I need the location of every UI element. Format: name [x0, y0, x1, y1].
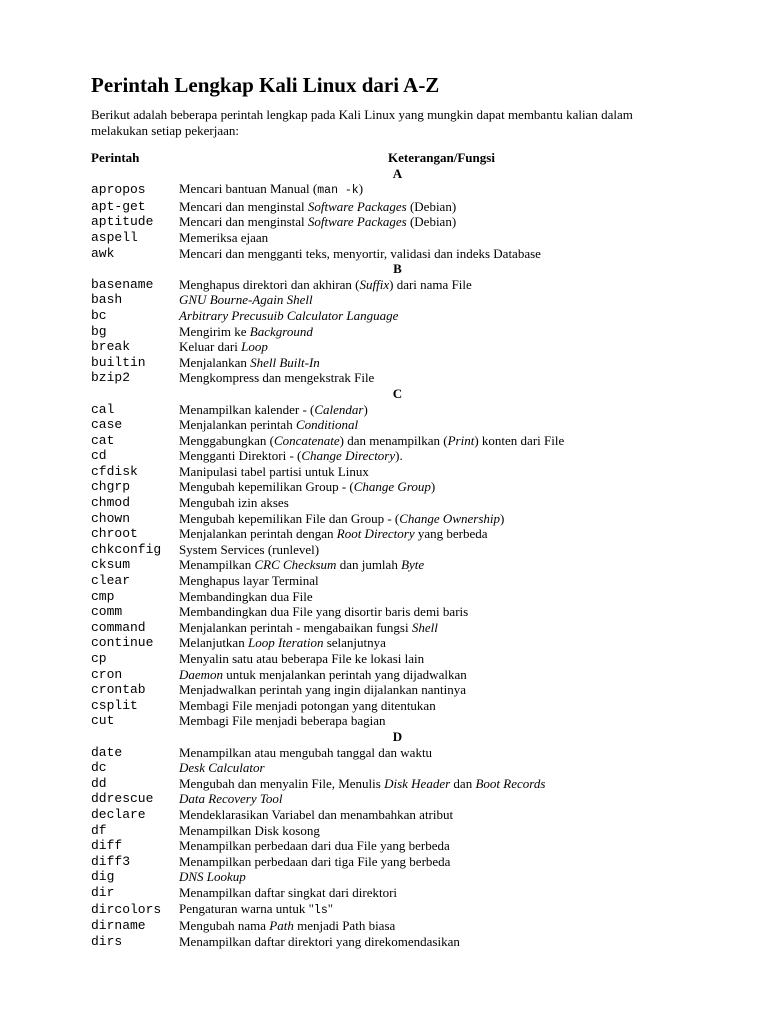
- description-text: menjadi Path biasa: [293, 918, 396, 934]
- command-description: [179, 934, 704, 950]
- table-row: [91, 495, 704, 511]
- table-row: [91, 557, 704, 573]
- description-text: Membandingkan dua File: [179, 588, 313, 604]
- description-text: Mendeklarasikan Variabel dan menambahkan atribut: [179, 806, 454, 822]
- command-description: [179, 807, 704, 823]
- command-description: [179, 277, 704, 293]
- description-text: dan jumlah: [336, 557, 402, 573]
- description-text: Mengubah kepemilikan Group - (: [179, 479, 354, 495]
- table-row: [91, 838, 704, 854]
- table-row: [91, 745, 704, 761]
- command-name: cp: [91, 651, 107, 666]
- command-name: csplit: [91, 697, 138, 713]
- description-text: Data Recovery Tool: [179, 791, 283, 807]
- table-row: [91, 417, 704, 433]
- intro-paragraph: Berikut adalah beberapa perintah lengkap pada Kali Linux yang mungkin dapat membantu kalian dalam melakukan setiap pekerjaan:: [91, 107, 633, 138]
- command-description: [179, 604, 704, 620]
- command-name: break: [91, 339, 131, 355]
- table-row: [91, 324, 704, 340]
- section-letter: D: [392, 728, 403, 744]
- command-description: [179, 495, 704, 511]
- section-letter-row: [91, 729, 704, 745]
- command-name: dircolors: [91, 901, 162, 917]
- description-text: Change Ownership: [399, 510, 500, 526]
- description-text: Membagi File menjadi beberapa bagian: [179, 713, 386, 729]
- command-name: dig: [91, 869, 115, 885]
- description-text: Mengubah kepemilikan File dan Group - (: [179, 510, 400, 526]
- command-name: dirname: [91, 918, 146, 934]
- command-name: apropos: [91, 182, 146, 198]
- description-text: Software Packages: [307, 198, 407, 214]
- description-text: Menampilkan Disk kosong: [179, 822, 320, 838]
- command-name: comm: [91, 604, 123, 620]
- description-text: Change Group: [353, 479, 431, 495]
- description-text: Pengaturan warna untuk ": [179, 900, 314, 916]
- description-text: Daemon: [179, 666, 224, 682]
- header-command: Perintah: [91, 150, 140, 165]
- table-row: [91, 589, 704, 605]
- table-row: [91, 339, 704, 355]
- table-row: [91, 604, 704, 620]
- description-text: Menjalankan perintah - mengabaikan fungsi: [179, 619, 412, 635]
- description-text: Membandingkan dua File yang disortir baris demi baris: [179, 604, 469, 620]
- command-name: cut: [91, 713, 115, 729]
- table-row: [91, 918, 704, 934]
- command-description: [179, 355, 704, 371]
- table-row: [91, 901, 704, 919]
- command-name: cron: [91, 666, 123, 682]
- command-name: diff3: [91, 853, 131, 869]
- command-name: awk: [91, 245, 115, 261]
- command-name: declare: [91, 806, 146, 822]
- description-text: Menghapus layar Terminal: [179, 573, 319, 589]
- description-text: Mencari dan menginstal: [179, 198, 308, 214]
- description-text: Menampilkan kalender - (: [179, 401, 315, 417]
- command-description: [179, 214, 704, 230]
- description-text: Menampilkan: [179, 557, 255, 573]
- command-name: cksum: [91, 557, 131, 573]
- description-text: Shell: [411, 619, 438, 635]
- description-text: Software Packages: [307, 214, 407, 230]
- description-text: ) dari nama File: [389, 276, 472, 292]
- description-text: ) dan menampilkan (: [339, 432, 448, 448]
- description-text: CRC Checksum: [254, 557, 337, 573]
- description-text: Menyalin satu atau beberapa File ke lokasi lain: [179, 651, 425, 666]
- command-description: [179, 635, 704, 651]
- description-text: DNS Lookup: [179, 869, 246, 885]
- table-row: [91, 635, 704, 651]
- description-text: Mencari dan menginstal: [179, 214, 308, 230]
- command-description: [179, 511, 704, 527]
- command-name: case: [91, 417, 123, 433]
- description-text: Menjalankan: [179, 354, 251, 370]
- command-description: [179, 776, 704, 792]
- description-text: Keluar dari: [179, 339, 242, 355]
- description-text: Mengkompress dan mengekstrak File: [179, 370, 375, 386]
- command-name: chmod: [91, 495, 131, 511]
- command-description: [179, 402, 704, 418]
- command-description: [179, 713, 704, 729]
- command-description: [179, 745, 704, 761]
- command-description: [179, 682, 704, 698]
- description-text: Change Directory: [301, 448, 396, 464]
- description-text: Arbitrary Precusuib Calculator Language: [179, 307, 399, 323]
- table-row: [91, 807, 704, 823]
- description-text: (Debian): [406, 214, 457, 230]
- description-text: Path: [269, 918, 294, 934]
- command-table: [91, 150, 704, 949]
- command-name: crontab: [91, 682, 146, 698]
- command-name: chroot: [91, 526, 138, 542]
- command-name: dirs: [91, 933, 123, 949]
- command-description: [179, 370, 704, 386]
- command-description: [179, 417, 704, 433]
- description-text: Conditional: [295, 417, 359, 433]
- description-text: selanjutnya: [323, 635, 386, 651]
- table-row: [91, 854, 704, 870]
- description-text: Desk Calculator: [179, 760, 265, 776]
- table-row: [91, 355, 704, 371]
- description-text: ) konten dari File: [474, 432, 565, 448]
- description-text: untuk menjalankan perintah yang dijadwalkan: [223, 666, 467, 682]
- command-description: [179, 620, 704, 636]
- table-row: [91, 869, 704, 885]
- description-text: yang berbeda: [414, 526, 488, 542]
- command-name: chown: [91, 510, 131, 526]
- command-description: [179, 823, 704, 839]
- table-row: [91, 791, 704, 807]
- command-name: cat: [91, 432, 115, 448]
- command-name: dd: [91, 775, 107, 791]
- description-text: ": [327, 900, 334, 916]
- table-row: [91, 698, 704, 714]
- description-text: Loop Iteration: [247, 635, 324, 651]
- description-text: Menggabungkan (: [179, 432, 274, 448]
- description-text: ls: [313, 903, 328, 917]
- command-description: [179, 230, 704, 246]
- description-text: man -k: [317, 184, 359, 198]
- command-description: [179, 339, 704, 355]
- table-row: [91, 464, 704, 480]
- description-text: Mengirim ke: [179, 323, 250, 339]
- table-header-row: [91, 150, 704, 166]
- command-description: [179, 433, 704, 449]
- command-description: [179, 542, 704, 558]
- description-text: Boot Records: [475, 775, 546, 791]
- description-text: Shell Built-In: [250, 354, 320, 370]
- table-row: [91, 199, 704, 215]
- description-text: Loop: [241, 339, 268, 355]
- command-name: chgrp: [91, 479, 131, 495]
- command-name: aspell: [91, 229, 138, 245]
- command-description: [179, 526, 704, 542]
- table-row: [91, 776, 704, 792]
- command-description: [179, 838, 704, 854]
- description-text: ): [363, 401, 368, 417]
- description-text: Mengganti Direktori - (: [179, 448, 302, 464]
- table-row: [91, 934, 704, 950]
- table-row: [91, 246, 704, 262]
- description-text: ): [499, 510, 505, 526]
- command-description: [179, 589, 704, 605]
- table-row: [91, 823, 704, 839]
- section-letter-row: [91, 386, 704, 402]
- table-row: [91, 542, 704, 558]
- command-description: [179, 464, 704, 480]
- command-description: [179, 760, 704, 776]
- command-description: [179, 901, 704, 919]
- description-text: (Debian): [406, 198, 457, 214]
- table-row: [91, 230, 704, 246]
- description-text: Menampilkan perbedaan dari dua File yang berbeda: [179, 838, 450, 854]
- command-description: [179, 698, 704, 714]
- description-text: Disk Header: [384, 775, 451, 791]
- description-text: Melanjutkan: [179, 635, 248, 651]
- command-name: command: [91, 619, 146, 635]
- command-description: [179, 246, 704, 262]
- table-row: [91, 277, 704, 293]
- command-name: bash: [91, 292, 123, 308]
- description-text: Concatenate: [273, 432, 340, 448]
- description-text: Mengubah dan menyalin File, Menulis: [179, 775, 385, 791]
- page-title: Perintah Lengkap Kali Linux dari A-Z: [91, 73, 440, 97]
- description-text: ).: [395, 448, 403, 464]
- command-name: cd: [91, 448, 107, 464]
- table-row: [91, 181, 704, 199]
- description-text: Background: [249, 323, 313, 339]
- description-text: Mengubah izin akses: [179, 495, 289, 511]
- command-description: [179, 854, 704, 870]
- command-description: [179, 199, 704, 215]
- command-name: cal: [91, 401, 115, 417]
- command-name: date: [91, 744, 123, 760]
- description-text: Manipulasi tabel partisi untuk Linux: [179, 463, 369, 479]
- description-text: System Services (runlevel): [179, 541, 320, 557]
- table-row: [91, 713, 704, 729]
- table-row: [91, 292, 704, 308]
- description-text: Menjalankan perintah dengan: [179, 526, 337, 542]
- table-row: [91, 448, 704, 464]
- table-row: [91, 511, 704, 527]
- description-text: Menjadwalkan perintah yang ingin dijalankan nantinya: [179, 682, 466, 698]
- section-letter-row: [91, 261, 704, 277]
- description-text: Byte: [401, 557, 425, 573]
- command-name: ddrescue: [91, 791, 154, 807]
- command-description: [179, 791, 704, 807]
- table-row: [91, 479, 704, 495]
- command-name: continue: [91, 635, 154, 651]
- table-row: [91, 885, 704, 901]
- command-description: [179, 667, 704, 683]
- command-name: bc: [91, 307, 107, 323]
- command-name: diff: [91, 838, 123, 854]
- section-letter: C: [392, 385, 403, 401]
- description-text: Menghapus direktori dan akhiran (: [179, 276, 360, 292]
- description-text: Suffix: [359, 276, 390, 292]
- table-row: [91, 682, 704, 698]
- description-text: ): [358, 181, 364, 197]
- command-name: bzip2: [91, 370, 131, 386]
- description-text: Memeriksa ejaan: [179, 229, 269, 245]
- table-row: [91, 214, 704, 230]
- description-text: Menampilkan atau mengubah tanggal dan waktu: [179, 744, 433, 760]
- command-description: [179, 324, 704, 340]
- section-letter-row: [91, 166, 704, 182]
- table-row: [91, 402, 704, 418]
- command-description: [179, 292, 704, 308]
- section-letter: B: [393, 261, 402, 277]
- command-name: basename: [91, 276, 154, 292]
- command-description: [179, 557, 704, 573]
- command-description: [179, 651, 704, 667]
- table-row: [91, 620, 704, 636]
- command-description: [179, 869, 704, 885]
- command-description: [179, 308, 704, 324]
- section-letter: A: [392, 165, 403, 181]
- command-description: [179, 573, 704, 589]
- command-name: dir: [91, 884, 115, 900]
- description-text: Menampilkan daftar direktori yang direkomendasikan: [179, 933, 460, 949]
- command-table-body: [91, 166, 704, 950]
- description-text: Menjalankan perintah: [179, 417, 296, 433]
- header-description: Keterangan/Fungsi: [388, 150, 495, 165]
- command-name: bg: [91, 323, 107, 339]
- table-row: [91, 433, 704, 449]
- description-text: Root Directory: [336, 526, 415, 542]
- table-row: [91, 760, 704, 776]
- table-row: [91, 308, 704, 324]
- description-text: Menampilkan daftar singkat dari direktori: [179, 884, 398, 900]
- table-row: [91, 573, 704, 589]
- command-name: clear: [91, 573, 131, 589]
- command-name: aptitude: [91, 214, 154, 230]
- description-text: Mengubah nama: [179, 918, 270, 934]
- command-description: [179, 181, 704, 199]
- table-row: [91, 651, 704, 667]
- command-name: builtin: [91, 354, 146, 370]
- command-description: [179, 918, 704, 934]
- command-name: dc: [91, 760, 107, 776]
- description-text: Calendar: [314, 401, 364, 417]
- description-text: GNU Bourne-Again Shell: [179, 292, 313, 308]
- command-name: apt-get: [91, 198, 146, 214]
- description-text: Print: [447, 432, 475, 448]
- command-description: [179, 885, 704, 901]
- description-text: Mencari dan mengganti teks, menyortir, validasi dan indeks Database: [179, 245, 541, 261]
- command-name: cfdisk: [91, 463, 138, 479]
- table-row: [91, 526, 704, 542]
- table-row: [91, 370, 704, 386]
- description-text: Membagi File menjadi potongan yang ditentukan: [179, 697, 436, 713]
- command-description: [179, 479, 704, 495]
- command-name: chkconfig: [91, 541, 162, 557]
- table-row: [91, 667, 704, 683]
- command-name: cmp: [91, 588, 115, 604]
- description-text: Mencari bantuan Manual (: [179, 181, 318, 197]
- command-name: df: [91, 822, 107, 838]
- description-text: ): [430, 479, 436, 495]
- description-text: Menampilkan perbedaan dari tiga File yang berbeda: [179, 853, 451, 869]
- description-text: dan: [450, 775, 476, 791]
- command-description: [179, 448, 704, 464]
